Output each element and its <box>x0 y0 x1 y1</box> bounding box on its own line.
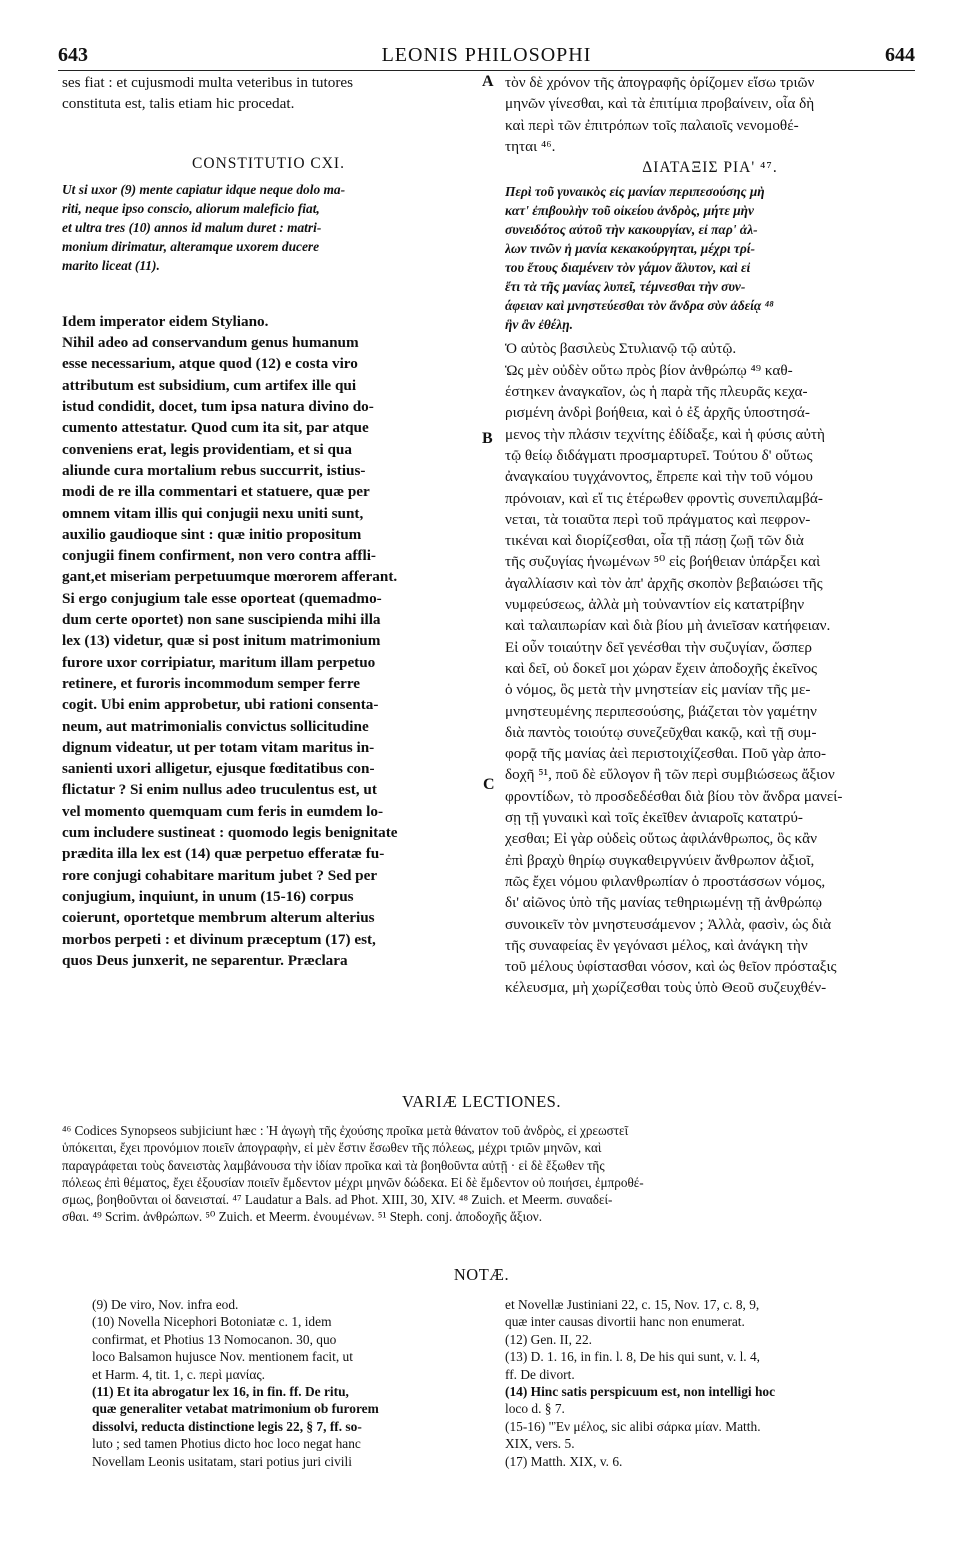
body-line: δοχῆ ⁵¹, ποῦ δὲ εὔλογον ἢ τῶν περὶ συμβιώσεως ἄξιον <box>505 766 835 784</box>
note-line: (12) Gen. II, 22. <box>505 1331 593 1347</box>
note-line: quæ generaliter vetabat matrimonium ob furorem <box>92 1401 379 1417</box>
body-line: omnem vitam illis qui conjugii nexu uniti sunt, <box>62 504 364 522</box>
body-line: Ὡς μὲν οὐδὲν οὕτω πρὸς βίον ἀνθρώπῳ ⁴⁹ καθ- <box>505 361 793 379</box>
body-line: σῃ τῇ γυναικὶ καὶ τοῖς ἐκεῖθεν ἀνιαροῖς κατατρύ- <box>505 809 803 827</box>
note-line: confirmat, et Photius 13 Nomocanon. 30, quo <box>92 1331 337 1347</box>
constitution-title: ΔΙΑΤΑΞΙΣ ΡΙΑ' ⁴⁷. <box>642 159 778 177</box>
note-line: (17) Matth. XIX, v. 6. <box>505 1453 623 1469</box>
body-line: φορᾷ τῆς μανίας ἀεὶ περιστοιχίζεσθαι. Ποῦ γὰρ ἀπο- <box>505 745 827 763</box>
body-line: Si ergo conjugium tale esse oporteat (quemadmo- <box>62 589 382 607</box>
variae-lectiones-heading: VARIÆ LECTIONES. <box>402 1092 561 1111</box>
note-line: et Harm. 4, tit. 1, c. περὶ μανίας. <box>92 1366 266 1382</box>
summary-line: et ultra tres (10) annos id malum duret : matri- <box>62 219 322 235</box>
body-line: φροντίδων, τὸ προσδεδέσθαι διὰ βίου τὸν ἄνδρα μανεί- <box>505 787 843 805</box>
latin-body <box>62 332 475 971</box>
note-line: (9) De viro, Nov. infra eod. <box>92 1297 239 1312</box>
body-line: τοῦ μέλους ὑφίστασθαι νόσον, καὶ ὡς θεῖον πρόσταξις <box>505 958 837 976</box>
body-line: ἀναγκαίου τυγχάνοντος, ἔπρεπε καὶ τὴν τοῦ νόμου <box>505 468 813 486</box>
summary-line: ἣν ἂν ἐθέλῃ. <box>505 317 573 333</box>
body-line: vel momento quemquam cum feris in eumdem lo- <box>62 802 384 820</box>
intro-line: μηνῶν γίνεσθαι, καὶ τὰ ἐπιτίμια προβαίνειν, οἷα δὴ <box>505 95 815 113</box>
variant-line: ὑπόκειται, ἔχει προνόμιον ποιεῖν ἀπογραφὴν, εἰ μὲν ἔστιν ἔσωθεν τῆς πόλεως, μέχρι τριῶν μηνῶν, καὶ <box>62 1140 602 1156</box>
body-line: conveniens erat, legis providentiam, et si qua <box>62 440 352 458</box>
page-number-left: 643 <box>58 44 88 66</box>
intro-line: καὶ περὶ τῶν ἐπιτρόπων τοῖς παλαιοῖς νενομοθέ- <box>505 116 799 134</box>
note-line: et Novellæ Justiniani 22, c. 15, Nov. 17, c. 8, 9, <box>505 1297 760 1312</box>
body-line: νυμφεύσεως, ἀλλὰ μὴ τοὐναντίον εἰς κατατρίβην <box>505 596 805 614</box>
body-line: neum, aut matrimonialis convictus sollicitudine <box>62 717 369 735</box>
body-line: πῶς ἔχει νόμου φιλανθρωπίαν ὁ προστάσσων νόμος, <box>505 872 826 890</box>
margin-letter-c: C <box>483 776 495 793</box>
body-line: ἐπὶ βραχὺ θηρίῳ συγκαθειργνύειν ἄνθρωπον ἀξιοῖ, <box>505 851 815 869</box>
note-line: (13) D. 1. 16, in fin. l. 8, De his qui sunt, v. l. 4, <box>505 1349 761 1365</box>
variant-line: ⁴⁶ Codices Synopseos subjiciunt hæc : Ἡ ἀγωγὴ τῆς ἐχούσης προῖκα μετὰ θάνατον τοῦ ἀνδρὸς, εἰ χρεωστεῖ <box>62 1123 629 1138</box>
summary-line: άφειαν καὶ μνηστεύεσθαι τὸν ἄνδρα σὺν ἀδείᾳ ⁴⁸ <box>505 298 774 314</box>
body-line: καὶ δεῖ, οὐ δοκεῖ μοι χώραν ἔχειν ἀποδοχῆς ἐκεῖνος <box>505 659 818 677</box>
body-line: Nihil adeo ad conservandum genus humanum <box>62 334 359 352</box>
margin-letter-a: A <box>482 73 494 90</box>
greek-column <box>505 72 915 999</box>
intro-line: constituta est, talis etiam hic procedat. <box>62 95 295 113</box>
body-line: cogit. Ubi enim approbetur, ubi rationi consenta- <box>62 696 379 714</box>
body-line: attributum est subsidium, cum artifex ille qui <box>62 376 357 394</box>
body-line: coierunt, oportetque membrum alterum alterius <box>62 909 375 927</box>
body-line: aliunde cura mortalium rebus succurrit, istius- <box>62 461 366 479</box>
body-line: διὰ παντὸς τοιούτῳ συνεζεῦχθαι κακῷ, καὶ τῇ συμ- <box>505 723 817 741</box>
summary-line: Ut si uxor (9) mente capiatur idque neque dolo ma- <box>62 181 346 197</box>
body-line: esse necessarium, atque quod (12) e costa viro <box>62 355 358 373</box>
note-line: quæ inter causas divortii hanc non enumerat. <box>505 1314 745 1330</box>
note-line: (15-16) "Ἐν μέλος, sic alibi σάρκα μίαν. Matth. <box>505 1418 761 1434</box>
running-header <box>58 40 915 71</box>
summary-line: marito liceat (11). <box>62 257 160 273</box>
body-line: conjugium, inquiunt, in unum (15-16) corpus <box>62 887 354 905</box>
body-line: έστηκεν ἀναγκαῖον, ὡς ἡ παρὰ τῆς πλευρᾶς κεχα- <box>505 383 808 401</box>
summary-line: κατ' ἐπιβουλὴν τοῦ οἰκείου ἀνδρὸς, μήτε μὴν <box>505 203 754 219</box>
body-line: retinere, et furoris incommodum semper ferre <box>62 674 361 692</box>
body-line: τῆς συζυγίας ἡνωμένων ⁵⁰ εἰς βοήθειαν ὑπάρξει καὶ <box>505 553 821 571</box>
summary-line: του ἔτους διαμένειν τὸν γάμον ἄλυτον, καὶ εἰ <box>505 260 751 276</box>
summary-line: λων τινῶν ἡ μανία κεκακούργηται, μέχρι τρί- <box>505 241 755 257</box>
body-line: τῷ θείῳ διδάγματι προσμαρτυρεῖ. Τούτου δ' οὕτως <box>505 446 813 464</box>
summary-line: monium dirimatur, alteramque uxorem ducere <box>62 238 320 254</box>
summary-line: Περὶ τοῦ γυναικὸς εἰς μανίαν περιπεσούσης μὴ <box>505 184 765 200</box>
body-line: conjugii finem confirment, non vero contra affli- <box>62 547 376 565</box>
note-line: loco d. § 7. <box>505 1401 565 1417</box>
note-line: dissolvi, reducta distinctione legis 22, § 7, ff. so- <box>92 1418 362 1434</box>
variant-line: παραγράφεται τοὺς δανειστὰς λαμβάνουσα τὴν ἰδίαν προῖκα καὶ τὰ βοηθοῦντα αὐτῇ · εἰ δὲ ἔξωθεν τῆς <box>62 1157 605 1173</box>
intro-line: τὸν δὲ χρόνον τῆς ἀπογραφῆς ὁρίζομεν εἴσω τριῶν <box>505 74 815 91</box>
body-line: πρόνοιαν, καὶ εἴ τις ἑτέρωθεν φροντὶς συνεπιλαμβά- <box>505 489 823 507</box>
body-line: istud condidit, docet, tum ipsa natura divino do- <box>62 398 374 416</box>
body-line: dignum videatur, ut per totam vitam maritus in- <box>62 738 375 756</box>
body-line: χεσθαι; Εἰ γὰρ οὐδεὶς οὕτως ἀφιλάνθρωπος, ὃς κἂν <box>505 830 818 848</box>
constitution-title: CONSTITUTIO CXI. <box>192 154 345 172</box>
note-line: Novellam Leonis usitatam, stari potius juri civili <box>92 1453 352 1469</box>
note-line: XIX, vers. 5. <box>505 1436 575 1452</box>
body-line: μνηστευμένης περιπεσούσης, βιάζεται τὸν γαμέτην <box>505 702 817 720</box>
body-line: furore uxor corripiatur, maritum illam perpetuo <box>62 653 376 671</box>
summary-line: συνειδότος αὐτοῦ τὴν κακουργίαν, εἰ παρ' ἀλ- <box>505 222 758 238</box>
body-line: ὁ νόμος, ὃς μετὰ τὴν μνηστείαν εἰς μανίαν τῆς με- <box>505 681 811 699</box>
variae-lectiones <box>62 1122 919 1226</box>
notae-heading: NOTÆ. <box>453 1265 510 1284</box>
address-line: Ὁ αὐτὸς βασιλεὺς Στυλιανῷ τῷ αὐτῷ. <box>505 340 737 358</box>
body-line: dum certe oportet) non sane suscipienda mihi illa <box>62 611 381 629</box>
body-line: τικέναι καὶ διορίζεσθαι, οἷα τῇ πάσῃ ζωῇ τῶν διὰ <box>505 532 804 550</box>
body-line: auxilio gaudioque sint : quæ initio propositum <box>62 525 362 543</box>
body-line: ρισμένη ἀνδρὶ βοήθεια, καὶ ὁ ἐξ ἀρχῆς ὑποστησά- <box>505 404 810 422</box>
body-line: prædita illa lex est (14) quæ perpetuo efferatæ fu- <box>62 845 385 863</box>
address-line: Idem imperator eidem Styliano. <box>62 312 269 330</box>
notes-right-column <box>505 1296 915 1470</box>
body-line: δι' αἰῶνος ὑπὸ τῆς μανίας τεθηριωμένῃ τῇ ἀνθρώπῳ <box>505 894 823 912</box>
summary-line: riti, neque ipso conscio, aliorum maleficio fiat, <box>62 200 320 216</box>
body-line: Εἰ οὖν τοιαύτην δεῖ γενέσθαι τὴν συζυγίαν, ὥσπερ <box>505 638 812 656</box>
body-line: flictatur ? Si enim nullus adeo truculentus est, ut <box>62 781 377 799</box>
body-line: μενος τὴν πλάσιν τεχνίτης ἐδίδαξε, καὶ ἡ φύσις αὐτὴ <box>505 425 825 443</box>
note-line: ff. De divort. <box>505 1366 575 1382</box>
note-line: (11) Et ita abrogatur lex 16, in fin. ff. De ritu, <box>92 1384 349 1400</box>
intro-line: ses fiat : et cujusmodi multa veteribus in tutores <box>62 74 354 91</box>
variant-line: σμως, βοηθοῦνται οἱ δανεισταί. ⁴⁷ Laudatur a Bals. ad Phot. XIII, 30, XIV. ⁴⁸ Zuich. et Meerm. συναδεί- <box>62 1192 613 1208</box>
note-line: loco Balsamon hujusce Nov. mentionem facit, ut <box>92 1349 353 1365</box>
summary-line: ἔτι τὰ τῆς μανίας λυπεῖ, τέμνεσθαι τὴν συν- <box>505 279 746 295</box>
page-number-right: 644 <box>885 44 915 66</box>
constitution-summary <box>505 182 915 334</box>
notes-left-column <box>92 1296 482 1470</box>
body-line: συνοικεῖν τὸν μνηστευσάμενον ; Ἀλλὰ, φασὶν, ὡς διὰ <box>505 915 832 933</box>
constitution-summary <box>62 180 475 275</box>
variant-line: σθαι. ⁴⁹ Scrim. ἀνθρώπων. ⁵⁰ Zuich. et Meerm. ἐνουμένων. ⁵¹ Steph. conj. ἀποδοχῆς ἄξιον. <box>62 1209 543 1225</box>
body-line: τῆς συναφείας ἓν γεγόνασι μέλος, καὶ ἀνάγκη τὴν <box>505 936 808 954</box>
body-line: lex (13) videtur, quæ si post initum matrimonium <box>62 632 381 650</box>
body-line: καὶ ταλαιπωρίαν καὶ διὰ βίου μὴ ἀνιεῖσαν κατήφειαν. <box>505 617 831 635</box>
note-line: luto ; sed tamen Photius dicto hoc loco negat hanc <box>92 1436 361 1452</box>
body-line: νεται, τὰ τοιαῦτα περὶ τοῦ πράγματος καὶ πεφρον- <box>505 510 811 528</box>
intro-line: τηται ⁴⁶. <box>505 137 556 155</box>
note-line: (14) Hinc satis perspicuum est, non intelligi hoc <box>505 1384 776 1400</box>
body-line: κέλευσμα, μὴ χωρίζεσθαι τοὺς ὑπὸ Θεοῦ συζευχθέν- <box>505 979 827 997</box>
body-line: gant,et miseriam perpetuumque mœrorem afferant. <box>62 568 398 586</box>
note-line: (10) Novella Nicephori Botoniatæ c. 1, idem <box>92 1314 332 1330</box>
latin-column <box>62 72 475 971</box>
body-line: quos Deus junxerit, ne separentur. Præclara <box>62 951 348 969</box>
margin-letter-b: B <box>482 430 493 447</box>
body-line: ἀγαλλίασιν καὶ τὸν ἀπ' ἀρχῆς σκοπὸν βεβαιώσει τῆς <box>505 574 823 592</box>
greek-body <box>505 360 915 999</box>
running-title: LEONIS PHILOSOPHI <box>381 44 592 66</box>
body-line: morbos perpeti : et divinum præceptum (17) est, <box>62 930 376 948</box>
body-line: modi de re illa commentari et statuere, quæ per <box>62 483 370 501</box>
body-line: cum includere sustineat : quomodo legis benignitate <box>62 824 398 842</box>
body-line: cumento attestatur. Quod cum ita sit, par atque <box>62 419 369 437</box>
variant-line: πόλεως ἐπὶ θέματος, ἔχει ἐξουσίαν ποιεῖν ἔμδεντον μέχρι μηνῶν δώδεκα. Εἰ δὲ ἔμδεντον οὐ ποιήσει, ἐμπροθέ- <box>62 1174 644 1190</box>
body-line: rore conjugi cohabitare maritum jubet ? Sed per <box>62 866 378 884</box>
body-line: sanienti uxori alligetur, ejusque fœditatibus con- <box>62 760 375 778</box>
